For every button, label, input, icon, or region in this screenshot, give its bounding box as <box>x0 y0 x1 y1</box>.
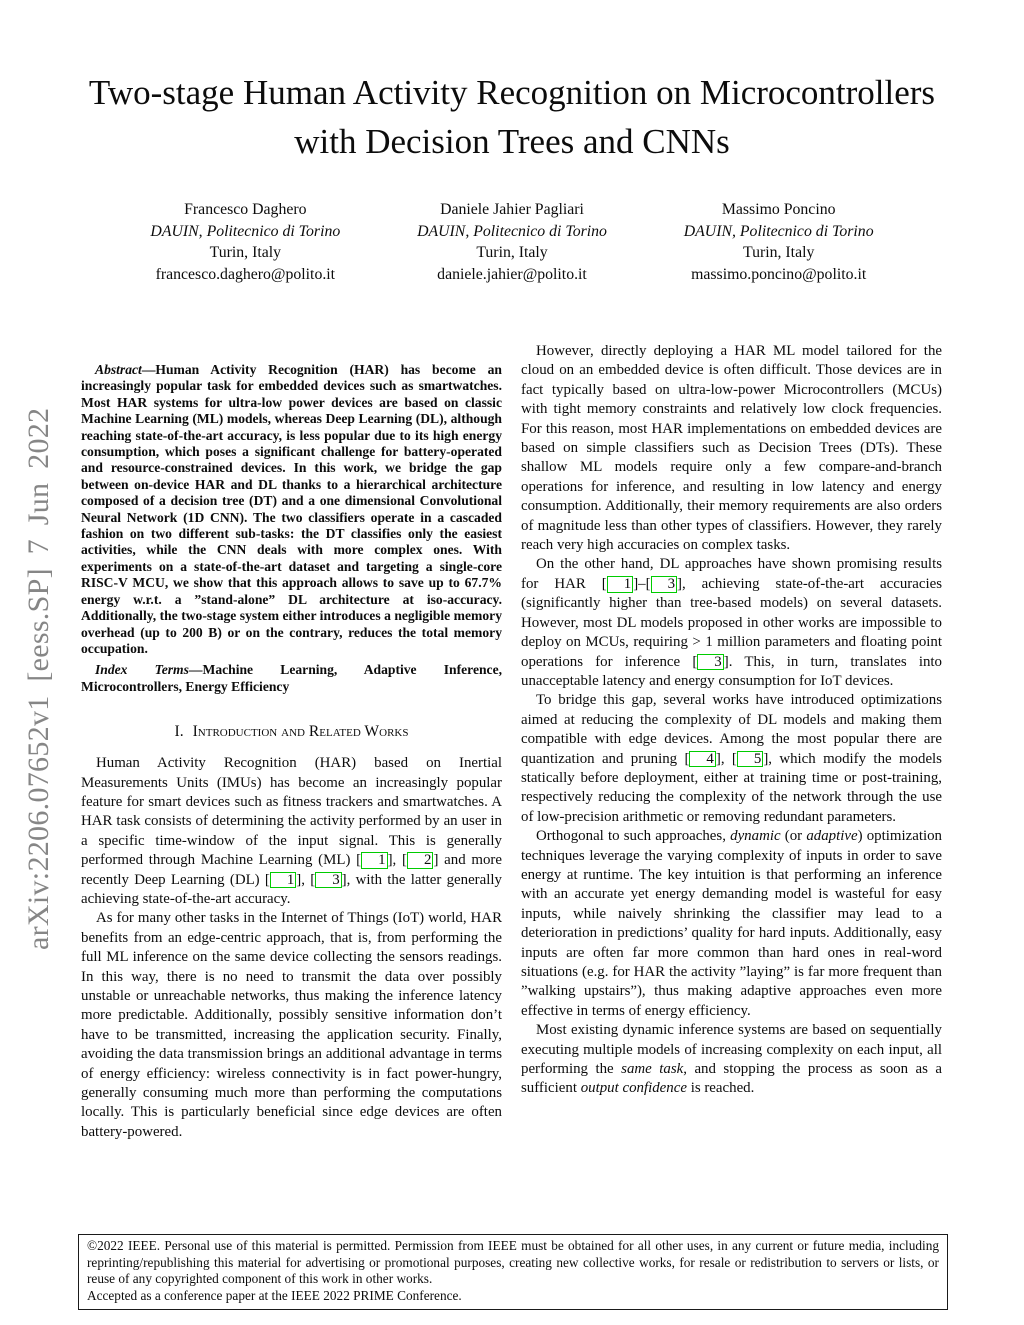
intro-paragraph-4: On the other hand, DL approaches have shown promising results for HAR [ 1 ]–[ 3 ], achieving state-of-the-art accuracies (significantly higher than tree-based models) on several datasets. However, most DL models proposed in other works are impossible to deploy on MCUs, requiring > 1 million parameters and floating point operations for inference [ 3 ]. This, in turn, translates into unacceptable latency and energy consumption for IoT devices. <box>521 556 942 689</box>
emphasized-text: output confidence <box>580 1080 687 1097</box>
author-affiliation: DAUIN, Politecnico di Torino <box>150 222 341 240</box>
abstract-paragraph <box>81 362 502 657</box>
intro-paragraph-5: To bridge this gap, several works have introduced optimizations aimed at reducing the complexity of DL models and making them compatible with edge devices. Among the most popular there are quantization and pruning [ 4 ], [ 5 ], which modify the models statically before deployment, either at training time or post-training, respectively reducing the complexity of the network through the use of low-precision arithmetic or removing redundant parameters. <box>521 692 942 825</box>
copyright-text: ©2022 IEEE. Personal use of this material is permitted. Permission from IEEE must be obtained for all other uses, in any current or future media, including reprinting/republishing this material for advertising or promotional purposes, creating new collective works, for resale or redistribution to servers or lists, or reuse of any copyrighted component of this work in other works. <box>87 1238 939 1286</box>
intro-paragraph-2: As for many other tasks in the Internet of Things (IoT) world, HAR benefits from an edge-centric approach, that is, from performing the full ML inference on the same device collecting the sensors readings. In this way, there is no need to transmit the data over possibly unstable or unreachable networks, thus making the inference latency more predictable. Additionally, possibly sensitive information don’t have to be transmitted, increasing the application security. Finally, avoiding the data transmission brings an additional advantage in terms of energy efficiency: wireless connectivity is in fact power-hungry, generally consuming much more than performing the computations locally. This is particularly beneficial since edge devices are often battery-powered. <box>81 910 502 1140</box>
abstract-label: Abstract <box>95 362 142 377</box>
author-row <box>112 199 912 285</box>
citation-ref[interactable]: 2 <box>407 852 433 869</box>
author-location: Turin, Italy <box>476 244 548 261</box>
right-column <box>521 342 942 1142</box>
citation-ref[interactable]: 5 <box>737 751 763 768</box>
author-block-3 <box>645 199 912 285</box>
author-name: Daniele Jahier Pagliari <box>440 201 584 218</box>
intro-paragraph-7: Most existing dynamic inference systems are based on sequentially executing multiple models of increasing complexity on each input, all performing the same task, and stopping the process as soon as a sufficient output confidence is reached. <box>521 1022 943 1097</box>
emphasized-text: dynamic <box>730 828 781 845</box>
author-name: Massimo Poncino <box>721 201 836 218</box>
author-email: francesco.daghero@polito.it <box>155 265 336 283</box>
citation-ref[interactable]: 3 <box>697 654 723 671</box>
copyright-notice-box <box>78 1234 948 1310</box>
author-block-2 <box>379 199 646 285</box>
acceptance-note: Accepted as a conference paper at the IEEE 2022 PRIME Conference. <box>87 1287 462 1303</box>
section-number: I. <box>174 723 184 741</box>
intro-paragraph-3: However, directly deploying a HAR ML model tailored for the cloud on an embedded device is often difficult. Those devices are in fact typically based on ultra-low-power Microcontrollers (MCUs) with tight memory constraints and relatively low clock frequencies. For this reason, most HAR implementations on embedded devices are based on simple classifiers such as Decision Trees (DTs). These shallow ML models require only a few compare-and-branch operations for inference, and resulting in low latency and energy consumption. Additionally, their memory requirements are also orders of magnitude less than other types of classifiers. However, they rarely reach very high accuracies on complex tasks. <box>521 343 942 554</box>
citation-ref[interactable]: 1 <box>361 852 387 869</box>
author-name: Francesco Daghero <box>184 201 307 218</box>
author-affiliation: DAUIN, Politecnico di Torino <box>417 222 607 240</box>
section-heading-introduction <box>81 723 502 741</box>
emphasized-text: adaptive <box>806 828 858 845</box>
citation-ref[interactable]: 1 <box>270 872 296 889</box>
citation-ref[interactable]: 3 <box>651 576 677 593</box>
author-location: Turin, Italy <box>742 244 815 261</box>
intro-paragraph-1: Human Activity Recognition (HAR) based on Inertial Measurements Units (IMUs) has become an increasingly popular feature for smart devices such as fitness trackers and smartwatches. A HAR task consists of determining the activity performed by an user in a specific time-window of the input signal. This is generally performed through Machine Learning (ML) [ 1 ], [ 2 ] and more recently Deep Learning (DL) [ 1 ], [ 3 ], with the latter generally achieving state-of-the-art accuracy. <box>81 755 502 907</box>
author-location: Turin, Italy <box>209 244 282 261</box>
arxiv-watermark-label: arXiv:2206.07652v1 [eess.SP] 7 Jun 2022 <box>22 407 55 950</box>
section-title: Introduction and Related Works <box>192 723 409 741</box>
author-block-1 <box>112 199 379 285</box>
abstract-text: —Human Activity Recognition (HAR) has become an increasingly popular task for embedded devices such as smartwatches. Most HAR systems for ultra-low power devices are based on classic Machine Learning (ML) models, whereas Deep Learning (DL), although reaching state-of-the-art accuracy, is less popular due to its high energy consumption, which poses a significant challenge for battery-operated and resource-constrained devices. In this work, we bridge the gap between on-device HAR and DL thanks to a hierarchical architecture composed of a decision tree (DT) and a one dimensional Convolutional Neural Network (1D CNN). The two classifiers operate in a cascaded fashion on two different sub-tasks: the DT classifies only the easiest activities, while the CNN deals with more complex ones. With experiments on a state-of-the-art dataset and targeting a single-core RISC-V MCU, we show that this approach allows to save up to 67.7% energy w.r.t. a ”stand-alone” DL architecture at iso-accuracy. Additionally, the two-stage system either introduces a negligible memory overhead (up to 200 B) or on the contrary, reduces the total memory occupation. <box>81 362 502 656</box>
emphasized-text: same task <box>621 1061 684 1078</box>
index-terms-paragraph <box>81 662 502 695</box>
author-email: daniele.jahier@polito.it <box>437 265 587 283</box>
citation-ref[interactable]: 1 <box>607 576 633 593</box>
paper-title: Two-stage Human Activity Recognition on Microcontrollers with Decision Trees and CNNs <box>88 73 936 161</box>
left-column <box>81 342 502 1142</box>
body-columns <box>81 342 943 1142</box>
index-terms-label: Index Terms <box>95 662 189 678</box>
citation-ref[interactable]: 4 <box>689 751 715 768</box>
author-affiliation: DAUIN, Politecnico di Torino <box>683 222 874 240</box>
index-terms-text: —Machine Learning, Adaptive Inference, Microcontrollers, Energy Efficiency <box>81 662 503 694</box>
citation-ref[interactable]: 3 <box>315 872 341 889</box>
author-email: massimo.poncino@polito.it <box>691 265 867 283</box>
intro-paragraph-6: Orthogonal to such approaches, dynamic (or adaptive) optimization techniques leverage the varying complexity of inputs in order to save energy at runtime. The key intuition is that performing an inference with an accurate yet energy demanding model is wasteful for easy inputs, while naively shrinking the classifier may lead to a deterioration in predictions’ quality for hard inputs. Additionally, easy inputs are often far more common than hard ones in real-word situations (e.g. for HAR the activity ”laying” is far more frequent than ”walking upstairs”), thus making adaptive approaches even more effective in terms of energy efficiency. <box>521 828 943 1019</box>
